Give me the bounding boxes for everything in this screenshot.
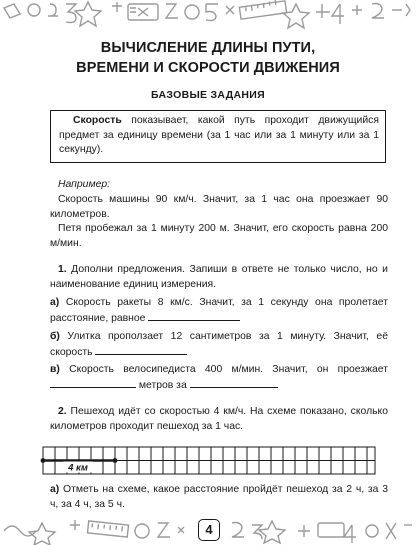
task-1-intro bbox=[50, 263, 388, 292]
example-text-1: Скорость машины 90 км/ч. Значит, за 1 час она проезжает 90 километров. bbox=[50, 194, 388, 220]
definition-text: показывает, какой путь проходит движущийся предмет за единицу времени (за 1 час или за 1 минуту или за 1 секунду). bbox=[59, 115, 379, 155]
task-1c bbox=[50, 363, 388, 393]
page-title-line-2: ВРЕМЕНИ И СКОРОСТИ ДВИЖЕНИЯ bbox=[76, 60, 340, 76]
page-title-line-1: ВЫЧИСЛЕНИЕ ДЛИНЫ ПУТИ, bbox=[100, 40, 316, 56]
section-subtitle: БАЗОВЫЕ ЗАДАНИЯ bbox=[151, 89, 265, 101]
task-1-number: 1. bbox=[58, 264, 67, 275]
task-1b bbox=[50, 330, 388, 360]
example-paragraph-1 bbox=[50, 193, 388, 222]
distance-scale-diagram[interactable] bbox=[40, 446, 380, 476]
task-2a bbox=[50, 483, 388, 512]
definition-box bbox=[50, 110, 386, 163]
task-1c-text-1: Скорость велосипедиста 400 м/мин. Значит, он проезжает bbox=[59, 364, 388, 375]
scale-start-point bbox=[41, 458, 46, 463]
task-1c-text-2: метров за bbox=[136, 379, 190, 391]
task-2a-label: а) bbox=[50, 484, 60, 495]
task-1-text: Дополни предложения. Запиши в ответе не только число, но и наименование единиц измерения. bbox=[50, 264, 388, 290]
doodle-decoration-icon bbox=[0, 0, 416, 32]
task-2a-text: Отметь на схеме, какое расстояние пройдёт пешеход за 2 ч, за 3 ч, за 4 ч, за 5 ч. bbox=[50, 484, 388, 510]
page-number: 4 bbox=[198, 519, 220, 541]
task-1a-label: а) bbox=[50, 297, 60, 308]
task-2-text: Пешеход идёт со скоростью 4 км/ч. На схеме показано, сколько километров проходит пешеход за 1 час. bbox=[50, 406, 388, 432]
task-1b-label: б) bbox=[50, 331, 60, 342]
task-1a bbox=[50, 296, 388, 326]
top-doodle-border bbox=[0, 0, 416, 32]
task-1a-text: Скорость ракеты 8 км/с. Значит, за 1 секунду она пролетает расстояние, равное bbox=[50, 297, 388, 324]
scale-segment-label: 4 км bbox=[68, 462, 88, 474]
definition-term: Скорость bbox=[73, 115, 122, 126]
task-1c-answer-blank-distance[interactable] bbox=[50, 378, 136, 388]
task-2-intro bbox=[50, 405, 388, 434]
example-label: Например: bbox=[58, 179, 111, 190]
task-1a-answer-blank[interactable] bbox=[148, 311, 240, 321]
task-1c-label: в) bbox=[50, 364, 60, 375]
example-text-2: Петя пробежал за 1 минуту 200 м. Значит, его скорость равна 200 м/мин. bbox=[50, 223, 388, 249]
task-1b-answer-blank[interactable] bbox=[95, 345, 187, 355]
page-title bbox=[40, 38, 376, 78]
example-paragraph-2 bbox=[50, 222, 388, 251]
distance-scale-grid[interactable] bbox=[40, 446, 380, 476]
task-1b-text: Улитка проползает 12 сантиметров за 1 минуту. Значит, её скорость bbox=[50, 331, 388, 358]
scale-4km-point bbox=[113, 458, 118, 463]
task-2-number: 2. bbox=[58, 406, 67, 417]
task-1c-answer-blank-time[interactable] bbox=[190, 378, 278, 388]
